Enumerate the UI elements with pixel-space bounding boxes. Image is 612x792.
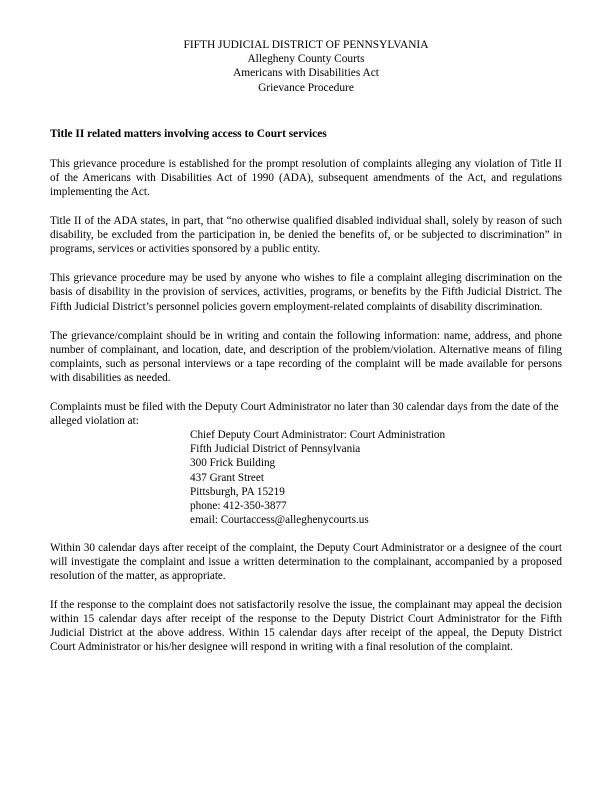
address-building: 300 Frick Building bbox=[190, 457, 276, 470]
address-recipient: Chief Deputy Court Administrator: Court Administration bbox=[190, 429, 446, 442]
address-phone: phone: 412-350-3877 bbox=[190, 499, 287, 512]
paragraph-appeal: If the response to the complaint does not satisfactorily resolve the issue, the complainant may appeal the decision within 15 calendar days after receipt of the response to the Deputy District Court Administrator for the Fifth Judicial District at the above address. Within 15 calendar days after receipt of the appeal, the Deputy District Court Administrator or his/her designee will respond in writing with a final resolution of the complaint. bbox=[50, 599, 562, 654]
address-street: 437 Grant Street bbox=[190, 471, 264, 484]
header-court-district: FIFTH JUDICIAL DISTRICT OF PENNSYLVANIA bbox=[183, 39, 429, 51]
header-procedure-name: Grievance Procedure bbox=[258, 81, 354, 94]
address-city-state-zip: Pittsburgh, PA 15219 bbox=[190, 485, 285, 498]
paragraph-title-ii: Title II of the ADA states, in part, that “no otherwise qualified disabled individual shall, solely by reason of such disability, be excluded from the participation in, be denied the benefits of, or be subjected to discrimination” in programs, services or activities sponsored by a public entity. bbox=[50, 215, 562, 256]
address-district: Fifth Judicial District of Pennsylvania bbox=[190, 443, 361, 456]
header-act-name: Americans with Disabilities Act bbox=[233, 67, 379, 80]
header-county-courts: Allegheny County Courts bbox=[247, 53, 365, 66]
address-email: email: Courtaccess@alleghenycourts.us bbox=[190, 513, 369, 526]
mailing-address-block bbox=[190, 428, 562, 527]
paragraph-scope: This grievance procedure may be used by anyone who wishes to file a complaint alleging discrimination on the basis of disability in the provision of services, activities, programs, or benefits by the Fifth Judicial District. The Fifth Judicial District’s personnel policies govern employment-related complaints of disability discrimination. bbox=[50, 272, 562, 313]
document-header bbox=[50, 38, 562, 95]
paragraph-purpose: This grievance procedure is established for the prompt resolution of complaints alleging any violation of Title II of the Americans with Disabilities Act of 1990 (ADA), subsequent amendments of the Act, and regulations implementing the Act. bbox=[50, 157, 562, 198]
paragraph-complaint-contents: The grievance/complaint should be in writing and contain the following information: name, address, and phone number of complainant, and location, date, and description of the problem/violation. Alternative means of filing complaints, such as personal interviews or a tape recording of the complaint will be made available for persons with disabilities as needed. bbox=[50, 329, 562, 384]
paragraph-investigation: Within 30 calendar days after receipt of the complaint, the Deputy Court Administrator or a designee of the court will investigate the complaint and issue a written determination to the complainant, accompanied by a proposed resolution of the matter, as appropriate. bbox=[50, 541, 562, 583]
paragraph-filing-deadline: Complaints must be filed with the Deputy Court Administrator no later than 30 calendar days from the date of the alleged violation at: bbox=[50, 401, 559, 428]
section-title: Title II related matters involving access to Court services bbox=[50, 127, 327, 140]
